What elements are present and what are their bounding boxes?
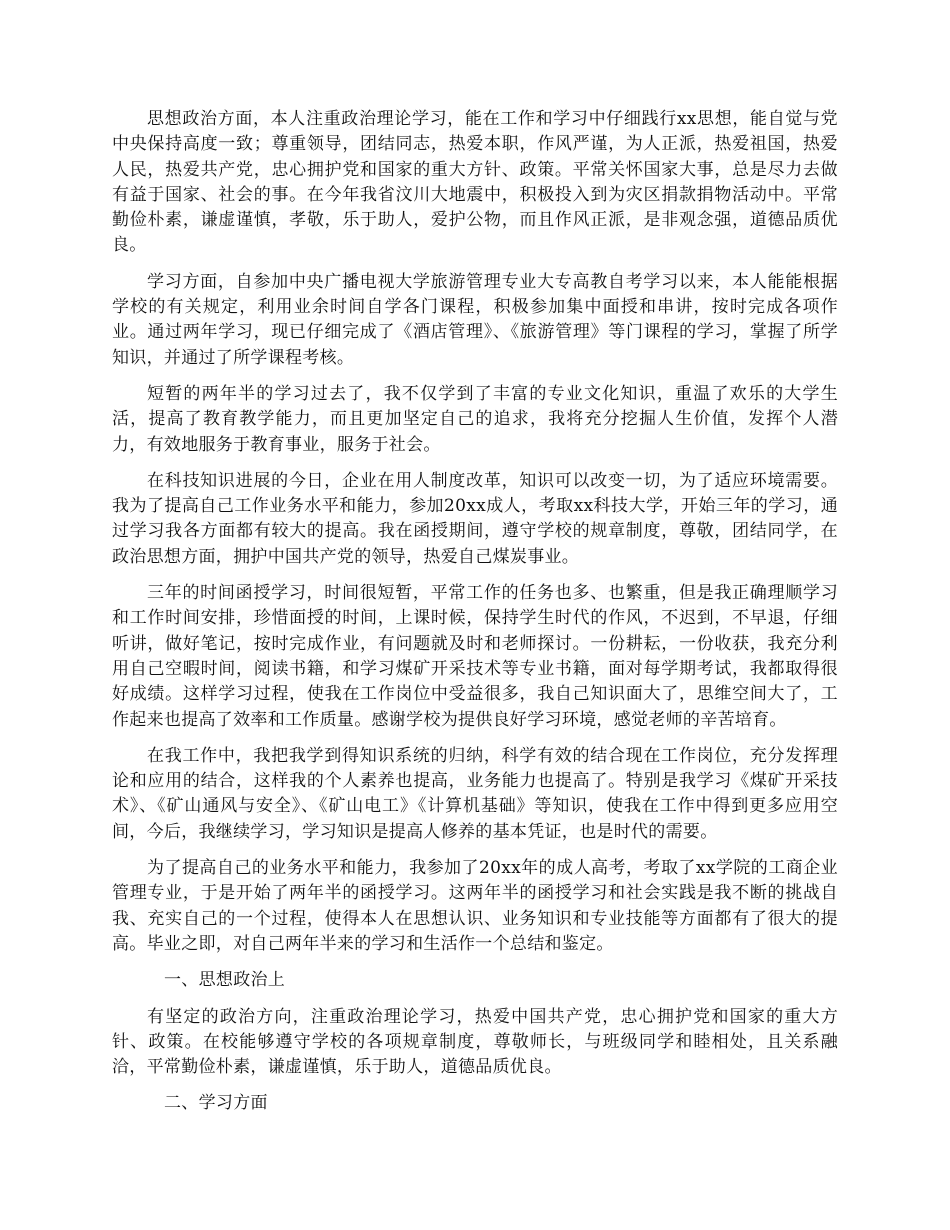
paragraph-three-years: 三年的时间函授学习，时间很短暂，平常工作的任务也多、也繁重，但是我正确理顺学习和工作时间安排，珍惜面授的时间，上课时候，保持学生时代的作风，不迟到，不早退，仔细听讲，做好笔记，按时完成作业，有问题就及时和老师探讨。一份耕耘，一份收获，我充分利用自己空暇时间，阅读书籍，和学习煤矿开采技术等专业书籍，面对每学期考试，我都取得很好成绩。这样学习过程，使我在工作岗位中受益很多，我自己知识面大了，思维空间大了，工作起来也提高了效率和工作质量。感谢学校为提供良好学习环境，感觉老师的辛苦培育。 xyxy=(112,583,838,730)
paragraph-work: 在我工作中，我把我学到得知识系统的归纳，科学有效的结合现在工作岗位，充分发挥理论和应用的结合，这样我的个人素养也提高，业务能力也提高了。特别是我学习《煤矿开采技术》、《矿山通风与安全》、《矿山电工》《计算机基础》等知识，使我在工作中得到更多应用空间，今后，我继续学习，学习知识是提高人修养的基本凭证，也是时代的需要。 xyxy=(112,745,838,842)
paragraph-two-years: 短暂的两年半的学习过去了，我不仅学到了丰富的专业文化知识，重温了欢乐的大学生活，提高了教育教学能力，而且更加坚定自己的追求，我将充分挖掘人生价值，发挥个人潜力，有效地服务于教育事业，服务于社会。 xyxy=(112,383,838,455)
paragraph-political-thought: 思想政治方面，本人注重政治理论学习，能在工作和学习中仔细践行xx思想，能自觉与党中央保持高度一致；尊重领导，团结同志，热爱本职，作风严谨，为人正派，热爱祖国，热爱人民，热爱共产党，忠心拥护党和国家的重大方针、政策。平常关怀国家大事，总是尽力去做有益于国家、社会的事。在今年我省汶川大地震中，积极投入到为灾区捐款捐物活动中。平常勤俭朴素，谦虚谨慎，孝敬，乐于助人，爱护公物，而且作风正派，是非观念强，道德品质优良。 xyxy=(112,109,838,256)
section-heading-politics: 一、思想政治上 xyxy=(164,970,286,991)
paragraph-adult-exam: 为了提高自己的业务水平和能力，我参加了20xx年的成人高考，考取了xx学院的工商企业管理专业，于是开始了两年半的函授学习。这两年半的函授学习和社会实践是我不断的挑战自我、充实自己的一个过程，使得本人在思想认识、业务知识和专业技能等方面都有了很大的提高。毕业之即，对自己两年半来的学习和生活作一个总结和鉴定。 xyxy=(112,858,838,954)
document-body xyxy=(112,107,838,1128)
paragraph-politics-detail: 有坚定的政治方向，注重政治理论学习，热爱中国共产党，忠心拥护党和国家的重大方针、政策。在校能够遵守学校的各项规章制度，尊敬师长，与班级同学和睦相处，且关系融洽，平常勤俭朴素，谦虚谨慎，乐于助人，道德品质优良。 xyxy=(112,1006,838,1078)
paragraph-technology: 在科技知识进展的今日，企业在用人制度改革，知识可以改变一切，为了适应环境需要。我为了提高自己工作业务水平和能力，参加20xx成人，考取xx科技大学，开始三年的学习，通过学习我各方面都有较大的提高。我在函授期间，遵守学校的规章制度，尊敬，团结同学，在政治思想方面，拥护中国共产党的领导，热爱自己煤炭事业。 xyxy=(112,470,838,567)
paragraph-study: 学习方面，自参加中央广播电视大学旅游管理专业大专高教自考学习以来，本人能能根据学校的有关规定，利用业余时间自学各门课程，积极参加集中面授和串讲，按时完成各项作业。通过两年学习，现已仔细完成了《酒店管理》、《旅游管理》等门课程的学习，掌握了所学知识，并通过了所学课程考核。 xyxy=(112,271,838,368)
section-heading-study: 二、学习方面 xyxy=(164,1093,268,1114)
